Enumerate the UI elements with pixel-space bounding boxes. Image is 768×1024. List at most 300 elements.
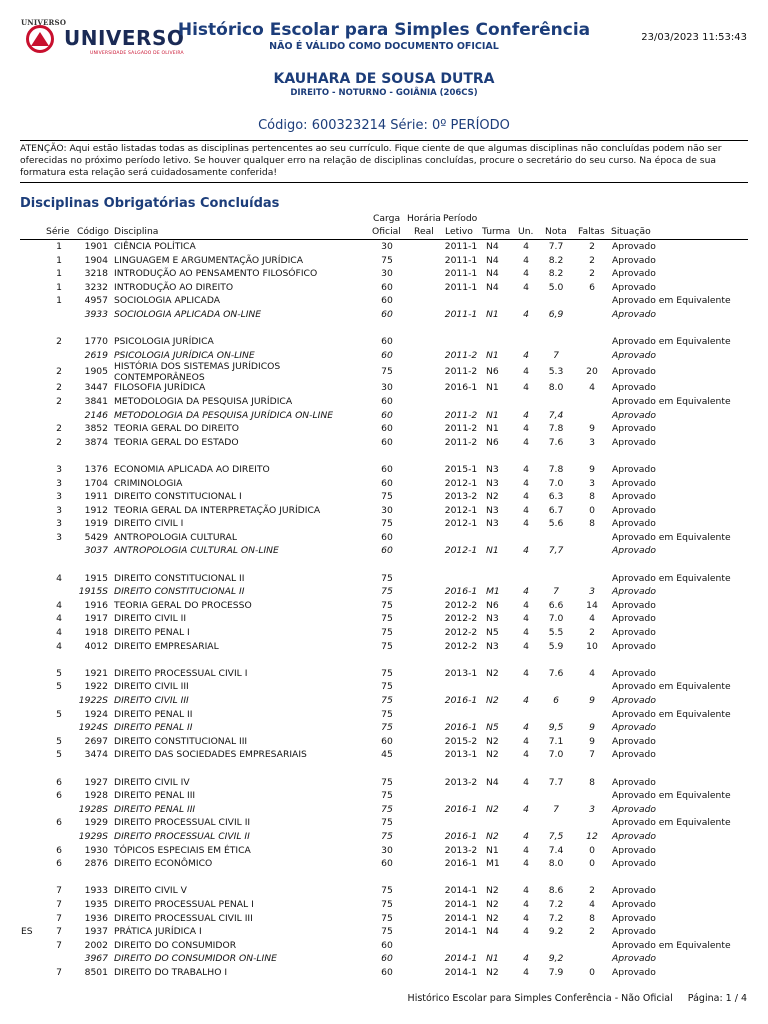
row-code: 3852 xyxy=(84,423,108,435)
table-row xyxy=(0,477,768,491)
row-discipline: PSICOLOGIA JURÍDICA xyxy=(114,336,214,348)
row-nota: 8.2 xyxy=(548,254,564,266)
row-turma: M1 xyxy=(486,586,500,598)
header-codigo: Código xyxy=(77,226,109,237)
table-row xyxy=(0,335,768,349)
row-situacao: Aprovado xyxy=(612,491,656,503)
row-unidade: 4 xyxy=(523,926,529,938)
row-unidade: 4 xyxy=(523,735,529,747)
table-row xyxy=(0,776,768,790)
row-periodo: 2012-2 xyxy=(444,627,478,639)
row-faltas: 9 xyxy=(589,423,595,435)
row-turma: N2 xyxy=(486,695,499,706)
row-unidade: 4 xyxy=(523,640,529,652)
row-faltas: 0 xyxy=(589,504,595,516)
row-unidade: 4 xyxy=(523,382,529,394)
row-turma: N1 xyxy=(486,382,499,394)
row-unidade: 4 xyxy=(523,586,529,598)
row-nota: 7.4 xyxy=(548,844,564,856)
row-carga-oficial: 75 xyxy=(381,518,393,530)
row-faltas: 0 xyxy=(589,858,595,870)
row-turma: N1 xyxy=(486,545,499,557)
row-unidade: 4 xyxy=(523,667,529,679)
table-row xyxy=(0,361,768,384)
row-carga-oficial: 75 xyxy=(381,898,393,910)
row-faltas: 8 xyxy=(589,776,595,788)
row-discipline: DIREITO CIVIL I xyxy=(114,518,184,530)
row-unidade: 4 xyxy=(523,268,529,280)
row-code: 1927 xyxy=(84,776,108,788)
row-code: 1922 xyxy=(84,681,108,693)
row-nota: 6.7 xyxy=(548,504,564,516)
header-letivo: Letivo xyxy=(445,226,473,237)
row-carga-oficial: 75 xyxy=(381,708,393,720)
row-situacao: Aprovado em Equivalente xyxy=(612,572,731,584)
row-unidade: 4 xyxy=(523,695,529,706)
row-situacao: Aprovado xyxy=(612,735,656,747)
row-unidade: 4 xyxy=(523,491,529,503)
row-situacao: Aprovado xyxy=(612,912,656,924)
row-situacao: Aprovado xyxy=(612,268,656,280)
row-periodo: 2011-2 xyxy=(444,349,478,361)
row-carga-oficial: 75 xyxy=(381,695,393,706)
row-periodo: 2014-1 xyxy=(444,898,478,910)
table-row xyxy=(0,626,768,640)
row-carga-oficial: 60 xyxy=(381,939,393,951)
row-periodo: 2012-1 xyxy=(444,518,478,530)
row-discipline: CRIMINOLOGIA xyxy=(114,477,183,489)
row-periodo: 2016-1 xyxy=(444,382,478,394)
table-row xyxy=(0,422,768,436)
header-carga: Carga xyxy=(373,213,401,224)
row-discipline: DIREITO ECONÔMICO xyxy=(114,858,213,870)
row-carga-oficial: 60 xyxy=(381,281,393,293)
row-unidade: 4 xyxy=(523,254,529,266)
row-situacao: Aprovado xyxy=(612,423,656,435)
table-spacer xyxy=(0,762,768,776)
row-situacao: Aprovado em Equivalente xyxy=(612,531,731,543)
row-nota: 5.5 xyxy=(548,627,564,639)
row-discipline: DIREITO CONSTITUCIONAL III xyxy=(114,735,248,747)
row-periodo: 2015-2 xyxy=(444,735,478,747)
row-code: 3841 xyxy=(84,395,108,407)
row-code: 1911 xyxy=(84,491,108,503)
row-discipline: DIREITO CONSTITUCIONAL I xyxy=(114,491,242,503)
row-carga-oficial: 60 xyxy=(381,545,393,557)
row-carga-oficial: 75 xyxy=(381,912,393,924)
row-turma: N1 xyxy=(486,308,499,320)
row-code: 4957 xyxy=(84,295,108,307)
row-periodo: 2011-1 xyxy=(444,254,478,266)
row-discipline: TEORIA GERAL DO PROCESSO xyxy=(114,599,252,611)
table-row xyxy=(0,544,768,558)
row-periodo: 2014-1 xyxy=(444,912,478,924)
row-unidade: 4 xyxy=(523,613,529,625)
row-serie: 5 xyxy=(56,667,62,679)
row-serie: 4 xyxy=(56,613,62,625)
row-serie: 3 xyxy=(56,518,62,530)
row-faltas: 3 xyxy=(589,436,595,448)
row-discipline: INTRODUÇÃO AO DIREITO xyxy=(114,281,234,293)
row-code: 1929S xyxy=(78,830,108,842)
row-situacao: Aprovado xyxy=(612,599,656,611)
table-row xyxy=(0,294,768,308)
row-serie: 1 xyxy=(56,254,62,266)
row-nota: 9.2 xyxy=(548,926,564,938)
row-turma: N1 xyxy=(486,953,499,965)
row-unidade: 4 xyxy=(523,722,529,734)
row-nota: 6.3 xyxy=(548,491,564,503)
row-discipline: TÓPICOS ESPECIAIS EM ÉTICA xyxy=(114,844,251,856)
row-nota: 6 xyxy=(553,695,559,706)
row-discipline: DIREITO CIVIL III xyxy=(114,695,189,706)
table-row xyxy=(0,572,768,586)
table-row xyxy=(0,898,768,912)
row-turma: N2 xyxy=(486,735,499,747)
row-discipline: DIREITO CONSTITUCIONAL II xyxy=(114,572,245,584)
row-carga-oficial: 60 xyxy=(381,531,393,543)
row-faltas: 4 xyxy=(589,898,595,910)
header-situacao: Situação xyxy=(611,226,651,237)
row-turma: N2 xyxy=(486,912,499,924)
row-turma: N1 xyxy=(486,349,499,361)
table-row xyxy=(0,381,768,395)
row-situacao: Aprovado xyxy=(612,504,656,516)
row-unidade: 4 xyxy=(523,436,529,448)
row-code: 1930 xyxy=(84,844,108,856)
row-situacao: Aprovado xyxy=(612,667,656,679)
row-faltas: 4 xyxy=(589,667,595,679)
row-situacao: Aprovado xyxy=(612,545,657,557)
row-faltas: 2 xyxy=(589,926,595,938)
row-nota: 5.9 xyxy=(548,640,564,652)
row-discipline: DIREITO CIVIL V xyxy=(114,885,187,897)
row-nota: 7 xyxy=(553,349,559,361)
row-situacao: Aprovado xyxy=(612,349,657,361)
row-situacao: Aprovado xyxy=(612,281,656,293)
document-disclaimer: NÃO É VÁLIDO COMO DOCUMENTO OFICIAL xyxy=(269,41,499,52)
row-serie: 6 xyxy=(56,790,62,802)
row-discipline: DIREITO CONSTITUCIONAL II xyxy=(114,586,245,598)
row-turma: N4 xyxy=(486,281,499,293)
table-row xyxy=(0,680,768,694)
table-row xyxy=(0,612,768,626)
row-nota: 7.8 xyxy=(548,423,564,435)
row-nota: 5.3 xyxy=(548,366,564,378)
row-nota: 5.6 xyxy=(548,518,564,530)
course-name: DIREITO - NOTURNO - GOIÂNIA (206CS) xyxy=(290,88,478,98)
row-code: 1915S xyxy=(78,586,108,598)
row-faltas: 3 xyxy=(589,586,595,598)
row-nota: 7.6 xyxy=(548,667,564,679)
row-carga-oficial: 75 xyxy=(381,572,393,584)
table-row xyxy=(0,694,768,708)
page-footer: Histórico Escolar para Simples Conferência - Não Oficial Página: 1 / 4 xyxy=(407,993,747,1004)
row-turma: N6 xyxy=(486,436,499,448)
row-turma: N4 xyxy=(486,241,499,252)
row-serie: 2 xyxy=(56,382,62,394)
row-faltas: 4 xyxy=(589,613,595,625)
row-faltas: 2 xyxy=(589,254,595,266)
row-serie: 3 xyxy=(56,531,62,543)
row-carga-oficial: 60 xyxy=(381,308,393,320)
row-faltas: 8 xyxy=(589,518,595,530)
row-serie: 6 xyxy=(56,776,62,788)
row-serie: 4 xyxy=(56,599,62,611)
row-situacao: Aprovado em Equivalente xyxy=(612,708,731,720)
row-faltas: 0 xyxy=(589,844,595,856)
row-carga-oficial: 60 xyxy=(381,858,393,870)
table-row xyxy=(0,517,768,531)
row-nota: 7 xyxy=(553,803,559,815)
row-faltas: 0 xyxy=(589,966,595,978)
section-title: Disciplinas Obrigatórias Concluídas xyxy=(20,196,280,211)
row-situacao: Aprovado xyxy=(612,695,657,706)
row-code: 1919 xyxy=(84,518,108,530)
table-header xyxy=(0,212,768,240)
row-serie: 5 xyxy=(56,735,62,747)
row-periodo: 2011-1 xyxy=(444,268,478,280)
row-serie: 2 xyxy=(56,436,62,448)
row-turma: N4 xyxy=(486,254,499,266)
row-periodo: 2012-2 xyxy=(444,599,478,611)
row-serie: 7 xyxy=(56,912,62,924)
row-turma: N1 xyxy=(486,844,499,856)
row-code: 3447 xyxy=(84,382,108,394)
row-faltas: 9 xyxy=(589,463,595,475)
row-faltas: 3 xyxy=(589,803,595,815)
row-periodo: 2016-1 xyxy=(444,722,478,734)
row-code: 1704 xyxy=(84,477,108,489)
row-periodo: 2013-1 xyxy=(444,749,478,761)
row-discipline: TEORIA GERAL DA INTERPRETAÇÃO JURÍDICA xyxy=(114,504,321,516)
row-code: 3218 xyxy=(84,268,108,280)
row-discipline: DIREITO PENAL III xyxy=(114,790,196,802)
row-code: 1921 xyxy=(84,667,108,679)
row-situacao: Aprovado em Equivalente xyxy=(612,817,731,829)
row-nota: 7.7 xyxy=(548,776,564,788)
row-carga-oficial: 75 xyxy=(381,491,393,503)
row-unidade: 4 xyxy=(523,953,529,965)
row-carga-oficial: 75 xyxy=(381,790,393,802)
row-discipline: DIREITO PROCESSUAL CIVIL I xyxy=(114,667,248,679)
row-unidade: 4 xyxy=(523,898,529,910)
row-unidade: 4 xyxy=(523,518,529,530)
row-periodo: 2016-1 xyxy=(444,858,478,870)
row-periodo: 2015-1 xyxy=(444,463,478,475)
row-discipline: DIREITO CIVIL II xyxy=(114,613,187,625)
row-carga-oficial: 60 xyxy=(381,423,393,435)
row-discipline: PSICOLOGIA JURÍDICA ON-LINE xyxy=(114,349,255,361)
row-code: 1905 xyxy=(84,366,108,378)
row-turma: N3 xyxy=(486,518,499,530)
row-situacao: Aprovado xyxy=(612,308,657,320)
row-faltas: 12 xyxy=(586,830,598,842)
row-situacao: Aprovado xyxy=(612,803,657,815)
header-periodo: Período xyxy=(443,213,478,224)
row-carga-oficial: 60 xyxy=(381,436,393,448)
row-serie: 1 xyxy=(56,268,62,280)
row-periodo: 2016-1 xyxy=(444,803,478,815)
table-row xyxy=(0,409,768,423)
row-carga-oficial: 30 xyxy=(381,504,393,516)
row-discipline: PRÁTICA JURÍDICA I xyxy=(114,926,202,938)
row-unidade: 4 xyxy=(523,366,529,378)
row-unidade: 4 xyxy=(523,241,529,252)
row-code: 8501 xyxy=(84,966,108,978)
table-spacer xyxy=(0,322,768,336)
row-turma: N2 xyxy=(486,749,499,761)
row-nota: 7,4 xyxy=(548,409,564,421)
row-periodo: 2013-2 xyxy=(444,844,478,856)
row-discipline: ECONOMIA APLICADA AO DIREITO xyxy=(114,463,270,475)
header-real: Real xyxy=(414,226,434,237)
row-code: 2146 xyxy=(84,409,108,421)
row-carga-oficial: 30 xyxy=(381,268,393,280)
table-row xyxy=(0,281,768,295)
row-periodo: 2011-2 xyxy=(444,423,478,435)
row-nota: 9,2 xyxy=(548,953,564,965)
row-unidade: 4 xyxy=(523,912,529,924)
row-faltas: 6 xyxy=(589,281,595,293)
table-row xyxy=(0,925,768,939)
header-serie: Série xyxy=(46,226,70,237)
row-turma: N2 xyxy=(486,966,499,978)
row-discipline: INTRODUÇÃO AO PENSAMENTO FILOSÓFICO xyxy=(114,268,318,280)
row-nota: 8.6 xyxy=(548,885,564,897)
row-serie: 5 xyxy=(56,681,62,693)
row-situacao: Aprovado em Equivalente xyxy=(612,939,731,951)
row-nota: 7.9 xyxy=(548,966,564,978)
row-discipline: CIÊNCIA POLÍTICA xyxy=(114,241,196,252)
row-code: 1929 xyxy=(84,817,108,829)
row-turma: N2 xyxy=(486,898,499,910)
row-situacao: Aprovado xyxy=(612,518,656,530)
table-row xyxy=(0,585,768,599)
row-serie: 1 xyxy=(56,281,62,293)
row-code: 3037 xyxy=(84,545,108,557)
table-row xyxy=(0,748,768,762)
row-serie: 7 xyxy=(56,926,62,938)
row-discipline: DIREITO DO CONSUMIDOR ON-LINE xyxy=(114,953,277,965)
row-serie: 5 xyxy=(56,708,62,720)
row-situacao: Aprovado xyxy=(612,366,656,378)
row-code: 1924 xyxy=(84,708,108,720)
row-faltas: 9 xyxy=(589,722,595,734)
student-code-line: Código: 600323214 Série: 0º PERÍODO xyxy=(258,118,510,133)
row-periodo: 2011-1 xyxy=(444,308,478,320)
row-periodo: 2014-1 xyxy=(444,885,478,897)
row-serie: 6 xyxy=(56,858,62,870)
table-row xyxy=(0,830,768,844)
table-row xyxy=(0,735,768,749)
row-unidade: 4 xyxy=(523,545,529,557)
row-code: 1904 xyxy=(84,254,108,266)
row-periodo: 2012-1 xyxy=(444,504,478,516)
row-situacao: Aprovado xyxy=(612,776,656,788)
row-turma: N3 xyxy=(486,640,499,652)
row-carga-oficial: 75 xyxy=(381,586,393,598)
row-discipline: METODOLOGIA DA PESQUISA JURÍDICA ON-LINE xyxy=(114,409,334,421)
row-unidade: 4 xyxy=(523,830,529,842)
row-carga-oficial: 75 xyxy=(381,599,393,611)
row-code: 3967 xyxy=(84,953,108,965)
row-turma: N5 xyxy=(486,722,499,734)
row-code: 1918 xyxy=(84,627,108,639)
row-periodo: 2011-2 xyxy=(444,409,478,421)
table-row xyxy=(0,884,768,898)
row-discipline: DIREITO PENAL II xyxy=(114,708,193,720)
row-unidade: 4 xyxy=(523,749,529,761)
row-carga-oficial: 30 xyxy=(381,844,393,856)
row-carga-oficial: 75 xyxy=(381,830,393,842)
row-carga-oficial: 60 xyxy=(381,349,393,361)
row-faltas: 14 xyxy=(586,599,598,611)
row-situacao: Aprovado xyxy=(612,640,656,652)
row-discipline: LINGUAGEM E ARGUMENTAÇÃO JURÍDICA xyxy=(114,254,304,266)
row-periodo: 2014-1 xyxy=(444,926,478,938)
generated-datetime: 23/03/2023 11:53:43 xyxy=(641,32,747,43)
row-situacao: Aprovado xyxy=(612,844,656,856)
row-carga-oficial: 60 xyxy=(381,966,393,978)
row-nota: 7.8 xyxy=(548,463,564,475)
row-situacao: Aprovado xyxy=(612,254,656,266)
table-row xyxy=(0,308,768,322)
table-row xyxy=(0,504,768,518)
row-turma: N2 xyxy=(486,885,499,897)
table-row xyxy=(0,667,768,681)
header-disciplina: Disciplina xyxy=(114,226,159,237)
row-nota: 7,7 xyxy=(548,545,564,557)
header-nota: Nota xyxy=(545,226,567,237)
table-spacer xyxy=(0,653,768,667)
row-carga-oficial: 75 xyxy=(381,817,393,829)
row-code: 1937 xyxy=(84,926,108,938)
row-carga-oficial: 75 xyxy=(381,254,393,266)
row-unidade: 4 xyxy=(523,409,529,421)
row-situacao: Aprovado xyxy=(612,382,656,394)
row-turma: M1 xyxy=(486,858,500,870)
row-unidade: 4 xyxy=(523,308,529,320)
courses-table xyxy=(0,240,768,979)
row-carga-oficial: 45 xyxy=(381,749,393,761)
row-periodo: 2014-1 xyxy=(444,953,478,965)
row-situacao: Aprovado xyxy=(612,477,656,489)
row-periodo: 2012-1 xyxy=(444,477,478,489)
row-serie: 5 xyxy=(56,749,62,761)
row-code: 1922S xyxy=(78,695,108,706)
row-turma: N2 xyxy=(486,803,499,815)
row-unidade: 4 xyxy=(523,776,529,788)
row-faltas: 2 xyxy=(589,268,595,280)
row-serie: 3 xyxy=(56,491,62,503)
row-code: 1933 xyxy=(84,885,108,897)
row-serie: 2 xyxy=(56,423,62,435)
row-situacao: Aprovado em Equivalente xyxy=(612,790,731,802)
row-carga-oficial: 75 xyxy=(381,366,393,378)
header-turma: Turma xyxy=(482,226,511,237)
row-discipline: DIREITO PENAL I xyxy=(114,627,190,639)
row-code: 3474 xyxy=(84,749,108,761)
row-turma: N4 xyxy=(486,926,499,938)
row-faltas: 4 xyxy=(589,382,595,394)
row-faltas: 2 xyxy=(589,241,595,252)
row-nota: 7 xyxy=(553,586,559,598)
row-code: 3933 xyxy=(84,308,108,320)
row-situacao: Aprovado xyxy=(612,749,656,761)
table-row xyxy=(0,531,768,545)
row-periodo: 2013-2 xyxy=(444,491,478,503)
